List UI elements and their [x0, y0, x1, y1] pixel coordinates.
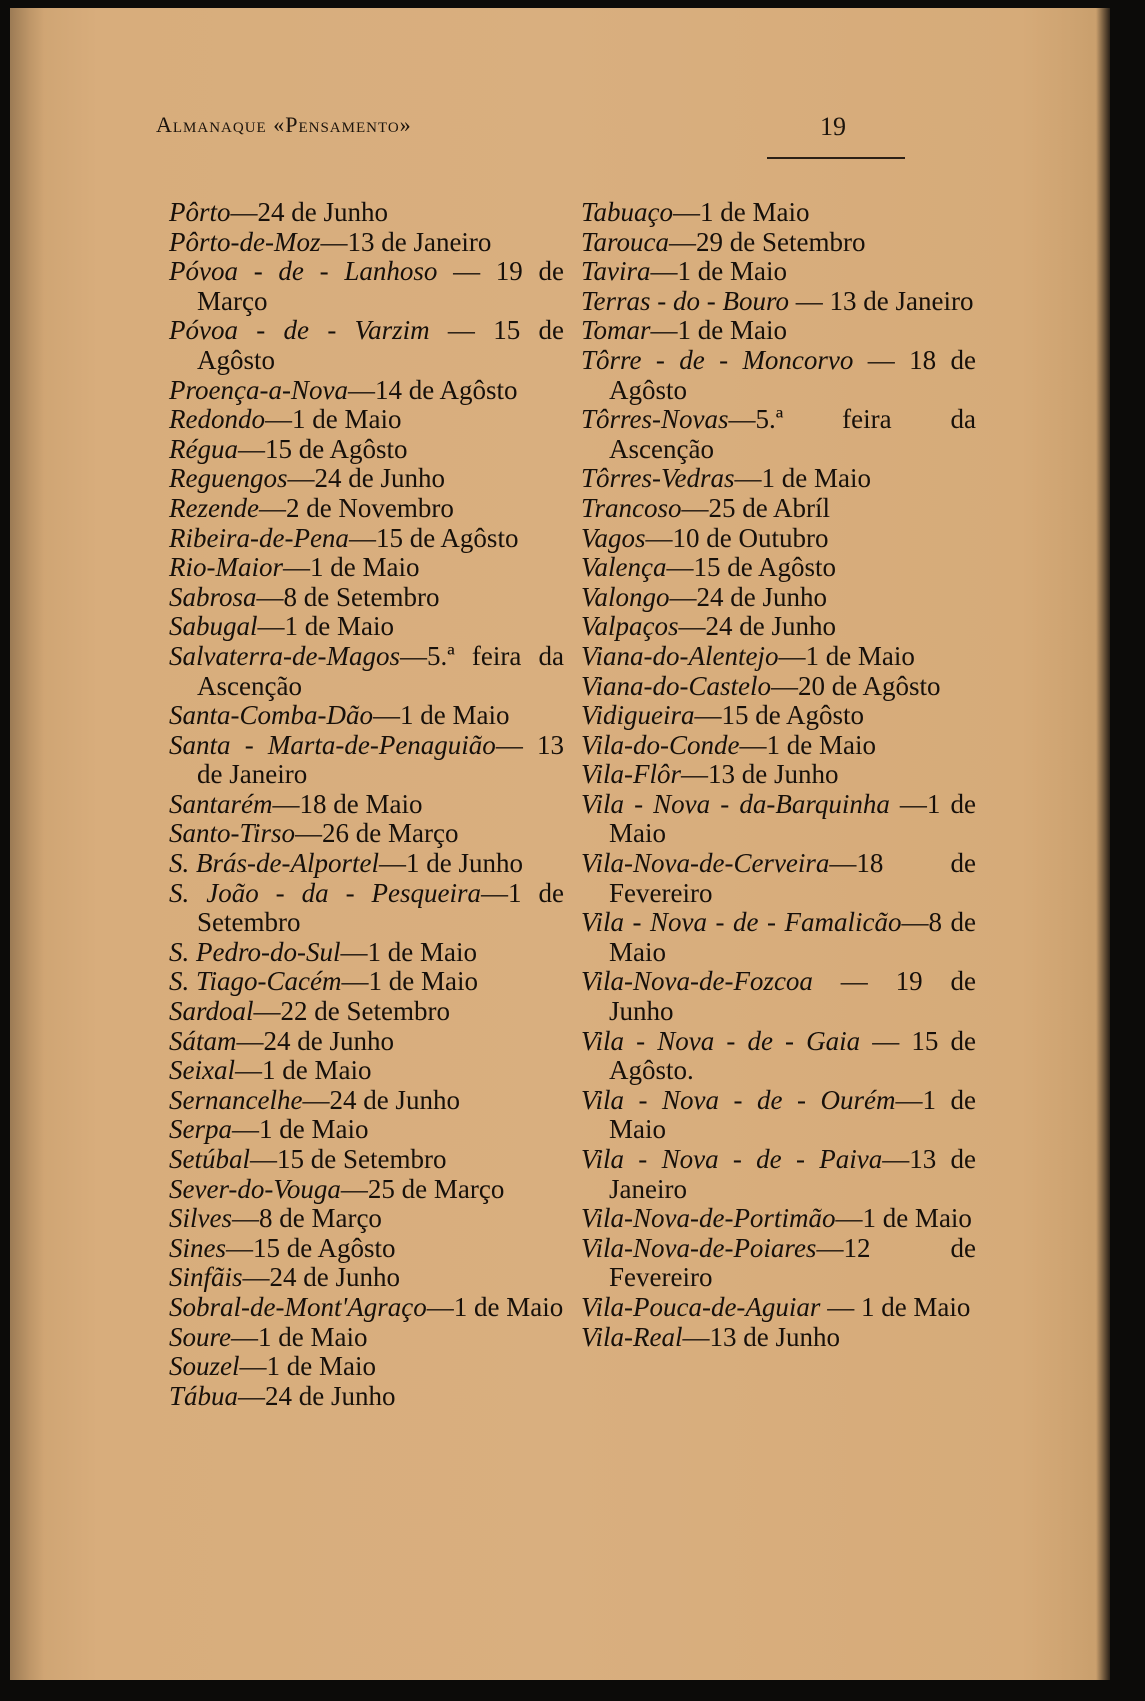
list-item	[169, 967, 564, 997]
list-item	[581, 316, 976, 346]
place-name: Vila-Nova-de-Poiares	[581, 1232, 817, 1263]
list-item	[169, 198, 564, 228]
list-item	[581, 464, 976, 494]
place-name: Vila-Real	[581, 1321, 683, 1352]
page-edge-shadow	[1096, 8, 1110, 1680]
list-item	[581, 228, 976, 258]
place-name: Tabuaço	[581, 197, 674, 227]
festival-date: — 15 de Agôsto	[197, 315, 565, 375]
festival-date: —15 de Agôsto	[226, 1232, 396, 1263]
place-name: Póvoa - de - Varzim	[169, 315, 430, 346]
list-item	[169, 1115, 564, 1145]
festival-date: —5.ª feira da Ascenção	[609, 404, 976, 464]
place-name: Sinfãis	[169, 1262, 243, 1293]
list-item	[169, 405, 564, 435]
place-name: Tábua	[169, 1380, 239, 1411]
place-name: Vidigueira	[581, 700, 695, 731]
list-item	[169, 819, 564, 849]
place-name: Tavira	[581, 256, 651, 287]
list-item	[169, 1263, 564, 1293]
list-item	[581, 198, 976, 228]
festival-date: —18 de Fevereiro	[609, 848, 976, 908]
festival-date: —1 de Maio	[373, 700, 510, 731]
festival-date: —1 de Maio	[231, 1321, 368, 1352]
list-item	[169, 701, 564, 731]
festival-date: —1 de Maio	[257, 611, 394, 642]
place-name: Viana-do-Alentejo	[581, 640, 779, 671]
list-item	[169, 1056, 564, 1086]
festival-date: —1 de Maio	[739, 729, 876, 760]
place-name: Vila-do-Conde	[581, 729, 740, 760]
place-name: Reguengos	[169, 463, 288, 494]
festival-date: —24 de Junho	[242, 1262, 401, 1293]
festival-date: —15 de Agôsto	[666, 552, 836, 583]
festival-date: —20 de Agôsto	[770, 670, 941, 701]
place-name: Vila - Nova - de - Gaia	[581, 1025, 861, 1056]
list-item	[169, 1175, 564, 1205]
festival-date: —1 de Maio	[341, 966, 478, 997]
list-item	[169, 731, 564, 790]
list-item	[169, 1234, 564, 1264]
festival-date: —8 de Setembro	[256, 581, 440, 612]
festival-date: —1 de Setembro	[197, 877, 564, 938]
place-name: Tôrres-Vedras	[581, 463, 735, 494]
festival-date: — 18 de Agôsto	[609, 344, 977, 405]
list-item	[169, 524, 564, 554]
place-name: Valongo	[581, 581, 670, 612]
place-name: Sernancelhe	[169, 1084, 303, 1115]
place-name: Soure	[169, 1321, 231, 1352]
place-name: Salvaterra-de-Magos	[169, 640, 400, 671]
festival-date: —1 de Maio	[264, 404, 402, 435]
festival-date: —26 de Março	[295, 818, 459, 849]
festival-date: —14 de Agôsto	[347, 374, 518, 405]
festival-date: —15 de Setembro	[250, 1144, 447, 1174]
festival-date: —1 de Maio	[778, 640, 915, 671]
list-item	[581, 553, 976, 583]
festival-date: —2 de Novembro	[258, 492, 454, 523]
list-item	[581, 672, 976, 702]
festival-date: — 15 de Agôsto.	[609, 1025, 976, 1086]
list-item	[169, 997, 564, 1027]
festival-date: —8 de Maio	[609, 907, 977, 967]
list-item	[169, 228, 564, 258]
place-name: Rio-Maior	[169, 552, 283, 583]
place-name: Sines	[169, 1232, 226, 1263]
festival-date: —1 de Junho	[378, 848, 523, 879]
place-name: Setúbal	[169, 1144, 250, 1174]
place-name: Seixal	[169, 1055, 235, 1086]
festival-date: —1 de Maio	[650, 256, 788, 287]
festival-date: —24 de Junho	[678, 611, 836, 642]
festival-date: — 19 de Junho	[609, 966, 976, 1027]
place-name: Vila - Nova - de - Ourém	[581, 1084, 896, 1115]
place-name: Sabugal	[169, 611, 258, 642]
festival-date: —8 de Março	[231, 1203, 382, 1234]
list-item	[169, 612, 564, 642]
place-name: Viana-do-Castelo	[581, 670, 771, 701]
festival-date: —1 de Maio	[283, 552, 420, 583]
list-item	[169, 1323, 564, 1353]
festival-date: —1 de Maio	[239, 1351, 376, 1382]
list-item	[169, 464, 564, 494]
place-name: Souzel	[169, 1351, 240, 1382]
list-item	[581, 257, 976, 287]
place-name: S. João - da - Pesqueira	[169, 877, 482, 908]
list-item	[581, 1204, 976, 1234]
list-item	[581, 642, 976, 672]
festival-date: —18 de Maio	[272, 788, 423, 819]
place-name: Vila-Flôr	[581, 759, 681, 790]
festival-date: —12 de Fevereiro	[609, 1232, 976, 1293]
place-name: Rezende	[169, 492, 259, 523]
list-item	[581, 1027, 976, 1086]
festival-date: —15 de Agôsto	[237, 433, 408, 464]
festival-date: —13 de Janeiro	[320, 226, 492, 257]
list-item	[169, 1086, 564, 1116]
list-item	[169, 494, 564, 524]
place-name: Vila-Nova-de-Cerveira	[581, 848, 830, 879]
list-item	[169, 1382, 564, 1412]
place-name: Vila-Nova-de-Fozcoa	[581, 966, 813, 997]
place-name: Tôrres-Novas	[581, 404, 729, 435]
list-item	[581, 1323, 976, 1353]
festival-date: — 13 de Janeiro	[197, 729, 564, 790]
place-name: Redondo	[169, 404, 265, 435]
festival-date: —25 de Abríl	[681, 492, 831, 523]
place-name: Vila - Nova - de - Paiva	[581, 1144, 883, 1174]
list-item	[169, 376, 564, 406]
list-item	[581, 287, 976, 317]
list-item	[581, 583, 976, 613]
place-name: Vila - Nova - de - Famalicão	[581, 907, 902, 938]
list-item	[581, 1145, 976, 1204]
festival-date: —15 de Agôsto	[348, 522, 519, 553]
list-item	[581, 405, 976, 464]
list-item	[581, 346, 976, 405]
list-item	[581, 1086, 976, 1145]
list-item	[581, 524, 976, 554]
festival-date: —24 de Junho	[302, 1084, 460, 1115]
festival-date: —1 de Maio	[609, 788, 976, 849]
place-name: Pôrto	[169, 197, 231, 227]
place-name: Santo-Tirso	[169, 818, 296, 849]
festival-date: —13 de Junho	[682, 1321, 840, 1352]
list-item	[169, 938, 564, 968]
list-item	[581, 701, 976, 731]
place-name: Ribeira-de-Pena	[169, 522, 349, 553]
list-item	[169, 1352, 564, 1382]
list-item	[581, 967, 976, 1026]
festival-date: —10 de Outubro	[645, 522, 829, 553]
list-item	[169, 1293, 564, 1323]
place-name: Sever-do-Vouga	[169, 1173, 341, 1204]
list-item	[169, 316, 564, 375]
place-name: Tomar	[581, 315, 651, 346]
place-name: S. Pedro-do-Sul	[169, 936, 341, 967]
festival-date: —24 de Junho	[669, 581, 828, 612]
list-item	[169, 879, 564, 938]
festival-date: —1 de Maio	[426, 1291, 564, 1322]
festival-date: —29 de Setembro	[669, 226, 866, 257]
list-item	[169, 583, 564, 613]
festival-date: —1 de Maio	[234, 1055, 372, 1086]
place-name: Sobral-de-Mont'Agraço	[169, 1291, 427, 1322]
place-name: Sátam	[169, 1025, 237, 1056]
list-item	[581, 849, 976, 908]
place-name: Valpaços	[581, 611, 679, 642]
place-name: Terras - do - Bouro	[581, 285, 790, 316]
place-name: Vila-Pouca-de-Aguiar	[581, 1291, 821, 1322]
place-name: Régua	[169, 433, 238, 464]
list-item	[581, 790, 976, 849]
place-name: Silves	[169, 1203, 232, 1234]
festival-date: —25 de Março	[340, 1173, 505, 1204]
festival-date: —24 de Junho	[236, 1025, 394, 1056]
list-item	[169, 790, 564, 820]
header-rule	[767, 157, 905, 159]
festival-date: —1 de Maio	[734, 463, 871, 494]
place-name: Proença-a-Nova	[169, 374, 348, 405]
list-item	[581, 1234, 976, 1293]
list-item	[169, 553, 564, 583]
running-title: Almanaque «Pensamento»	[156, 112, 412, 137]
list-item	[169, 1145, 564, 1175]
festival-date: —24 de Junho	[230, 197, 389, 227]
right-column	[581, 198, 976, 1352]
place-name: Vagos	[581, 522, 646, 553]
list-item	[581, 760, 976, 790]
place-name: Vila - Nova - da-Barquinha	[581, 788, 890, 819]
festival-date: —5.ª feira da Ascenção	[197, 640, 564, 701]
list-item	[169, 1204, 564, 1234]
festival-date: —1 de Maio	[232, 1114, 369, 1145]
list-item	[581, 1293, 976, 1323]
list-item	[581, 731, 976, 761]
festival-date: — 1 de Maio	[820, 1291, 971, 1322]
list-item	[169, 1027, 564, 1057]
place-name: S. Tiago-Cacém	[169, 966, 342, 997]
festival-date: —13 de Junho	[680, 759, 839, 790]
list-item	[581, 908, 976, 967]
place-name: S. Brás-de-Alportel	[169, 848, 379, 879]
festival-date: — 13 de Janeiro	[789, 285, 974, 316]
place-name: Sardoal	[169, 996, 254, 1027]
place-name: Valença	[581, 552, 667, 583]
place-name: Serpa	[169, 1114, 232, 1145]
place-name: Pôrto-de-Moz	[169, 226, 321, 257]
place-name: Santa - Marta-de-Penaguião	[169, 729, 496, 760]
place-name: Santa-Comba-Dão	[169, 700, 373, 731]
list-item	[169, 642, 564, 701]
page-number: 19	[820, 112, 846, 141]
place-name: Sabrosa	[169, 581, 257, 612]
place-name: Tarouca	[581, 226, 670, 257]
list-item	[581, 494, 976, 524]
festival-date: —1 de Maio	[673, 197, 810, 227]
left-column	[169, 198, 564, 1411]
list-item	[169, 849, 564, 879]
festival-date: —24 de Junho	[238, 1380, 396, 1411]
festival-date: —22 de Setembro	[253, 996, 450, 1027]
place-name: Tôrre - de - Moncorvo	[581, 344, 854, 375]
place-name: Trancoso	[581, 492, 682, 523]
place-name: Vila-Nova-de-Portimão	[581, 1203, 836, 1234]
festival-date: — 19 de Março	[197, 256, 565, 316]
festival-date: —13 de Janeiro	[609, 1144, 977, 1204]
page-binding-shadow	[10, 8, 44, 1680]
festival-date: —24 de Junho	[287, 463, 445, 494]
festival-date: —1 de Maio	[609, 1084, 976, 1145]
place-name: Santarém	[169, 788, 273, 819]
list-item	[169, 257, 564, 316]
festival-date: —1 de Maio	[835, 1203, 972, 1234]
book-page	[10, 8, 1110, 1680]
festival-date: —1 de Maio	[650, 315, 788, 346]
list-item	[581, 612, 976, 642]
place-name: Póvoa - de - Lanhoso	[169, 256, 438, 287]
festival-date: —1 de Maio	[340, 936, 477, 967]
festival-date: —15 de Agôsto	[694, 700, 864, 731]
list-item	[169, 435, 564, 465]
